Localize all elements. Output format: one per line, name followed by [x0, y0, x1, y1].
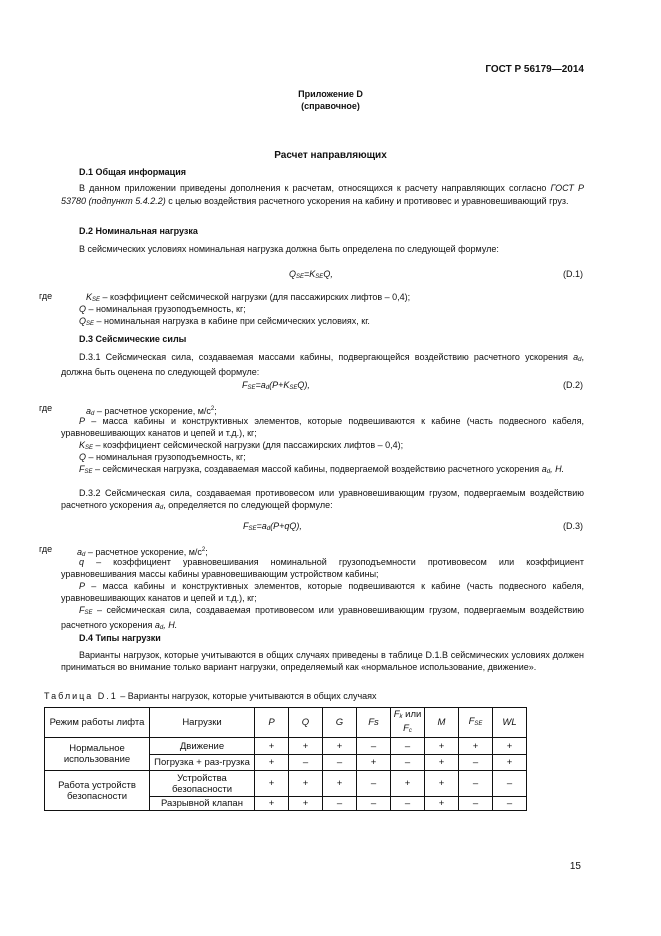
header-fk-fc: $F_k$ или $F_c$	[391, 708, 425, 738]
cell-value: –	[493, 771, 527, 797]
section-title: Расчет направляющих	[274, 150, 387, 161]
cell-load: Устройства безопасности	[150, 771, 255, 797]
where-item-kse-2: $K_{SE}$ – коэффициент сейсмической нагрузки (для пассажирских лифтов – 0,4);	[79, 440, 404, 451]
table-row	[45, 771, 527, 797]
where-item-p-2: P – масса кабины и конструктивных элементов, которые подвешиваются к кабине (часть подвесного кабеля, уравновешивающих канатов и цепей и т.д.), кг;	[61, 581, 584, 604]
where-item-ad-2: $a_d$ – расчетное ускорение, $м/с^2$;	[77, 547, 208, 558]
formula-d1: $Q_{SE}=K_{SE}Q$,	[289, 269, 333, 280]
cell-value: –	[459, 797, 493, 811]
header-fse: $F_{SE}$	[459, 708, 493, 738]
where-item-q-2: Q – номинальная грузоподъемность, кг;	[79, 452, 246, 462]
cell-mode-normal: Нормальное использование	[45, 738, 150, 771]
cell-load: Погрузка + раз-грузка	[150, 755, 255, 771]
heading-d3: D.3 Сейсмические силы	[79, 334, 187, 344]
cell-value: –	[323, 797, 357, 811]
paragraph-d1: В данном приложении приведены дополнения к расчетам, относящихся к расчету направляющих согласно ГОСТ Р 53780 (подпункт 5.4.2.2) с целью воздействия расчетного ускорения на кабину и противовес и уравновешивающий груз.	[61, 183, 584, 207]
cell-value: +	[255, 755, 289, 771]
cell-value: +	[425, 797, 459, 811]
cell-value: +	[255, 797, 289, 811]
cell-value: –	[493, 797, 527, 811]
cell-value: –	[391, 797, 425, 811]
cell-value: +	[425, 771, 459, 797]
document-code: ГОСТ Р 56179—2014	[485, 64, 584, 75]
heading-d2: D.2 Номинальная нагрузка	[79, 226, 198, 236]
header-m: M	[425, 708, 459, 738]
where-item-q: Q – номинальная грузоподъемность, кг;	[79, 304, 246, 314]
paragraph-d31: D.3.1 Сейсмическая сила, создаваемая массами кабины, подвергающейся воздействию расчетного ускорения $a_d$, должна быть оценена по следующей формуле:	[61, 352, 584, 378]
load-variants-table	[44, 707, 527, 811]
cell-value: +	[323, 771, 357, 797]
where-item-fse: $F_{SE}$ – сейсмическая нагрузка, создаваемая массой кабины, подвергаемой воздействию расчетного ускорения $a_d$, H.	[79, 464, 565, 475]
header-mode: Режим работы лифта	[45, 708, 150, 738]
header-load: Нагрузки	[150, 708, 255, 738]
annex-title: Приложение D	[298, 89, 363, 99]
cell-value: +	[459, 738, 493, 755]
table-caption: Таблица D.1 – Варианты нагрузок, которые учитываются в общих случаях	[44, 691, 377, 701]
where-item-q-coef: q – коэффициент уравновешивания номинальной грузоподъемности противовесом или коэффициент уравновешивания массы кабины уравновешивающим устройством кабины;	[61, 557, 584, 580]
cell-mode-safety: Работа устройств безопасности	[45, 771, 150, 811]
formula-number-d2: (D.2)	[563, 380, 583, 390]
where-item-p: P – масса кабины и конструктивных элементов, которые подвешиваются к кабине (часть подвесного кабеля, уравновешивающих канатов и цепей и т.д.), кг;	[61, 416, 584, 439]
heading-d1: D.1 Общая информация	[79, 167, 186, 177]
cell-value: –	[459, 755, 493, 771]
cell-value: –	[323, 755, 357, 771]
cell-value: –	[357, 797, 391, 811]
formula-d3: $F_{SE}=a_d(P+qQ)$,	[243, 521, 302, 532]
cell-value: –	[391, 755, 425, 771]
where-item-fse-2: $F_{SE}$ – сейсмическая сила, создаваемая противовесом или уравновешивающим грузом, подвергаемым воздействию расчетного ускорения $a_d$, H.	[61, 605, 584, 632]
paragraph-d32: D.3.2 Сейсмическая сила, создаваемая противовесом или уравновешивающим грузом, подвергаемым воздействию расчетного ускорения $a_d$, определяется по следующей формуле:	[61, 488, 584, 512]
formula-number-d3: (D.3)	[563, 521, 583, 531]
cell-value: +	[255, 738, 289, 755]
cell-value: –	[459, 771, 493, 797]
formula-d2: $F_{SE}=a_d(P+K_{SE}Q)$,	[242, 380, 310, 391]
page-number: 15	[569, 861, 581, 872]
where-label-d3: где	[39, 403, 53, 413]
annex-subtitle: (справочное)	[301, 101, 360, 111]
cell-value: +	[323, 738, 357, 755]
header-p: P	[255, 708, 289, 738]
cell-value: –	[391, 738, 425, 755]
where-item-kse: $K_{SE}$ – коэффициент сейсмической нагрузки (для пассажирских лифтов – 0,4);	[86, 292, 411, 303]
cell-value: +	[289, 738, 323, 755]
cell-value: –	[289, 755, 323, 771]
cell-value: +	[425, 738, 459, 755]
cell-value: +	[357, 755, 391, 771]
where-label-d3b: где	[39, 544, 53, 554]
cell-value: +	[289, 797, 323, 811]
cell-value: –	[357, 738, 391, 755]
formula-number-d1: (D.1)	[563, 269, 583, 279]
header-wl: WL	[493, 708, 527, 738]
table-header-row	[45, 708, 527, 738]
cell-value: +	[391, 771, 425, 797]
cell-load: Движение	[150, 738, 255, 755]
paragraph-d4: Варианты нагрузок, которые учитываются в общих случаях приведены в таблице D.1.В сейсмических условиях должен приниматься во внимание только вариант нагрузки, определяемый как «нормальное использование, движение».	[61, 650, 584, 673]
cell-value: +	[425, 755, 459, 771]
heading-d4: D.4 Типы нагрузки	[79, 633, 161, 643]
where-label-d2: где	[39, 291, 53, 301]
cell-value: +	[289, 771, 323, 797]
cell-value: +	[493, 738, 527, 755]
table-row	[45, 738, 527, 755]
where-item-qse: $Q_{SE}$ – номинальная нагрузка в кабине при сейсмических условиях, кг.	[79, 316, 370, 327]
cell-value: +	[255, 771, 289, 797]
header-g: G	[323, 708, 357, 738]
paragraph-d2: В сейсмических условиях номинальная нагрузка должна быть определена по следующей формуле:	[79, 244, 499, 254]
header-fs: Fs	[357, 708, 391, 738]
cell-load: Разрывной клапан	[150, 797, 255, 811]
cell-value: +	[493, 755, 527, 771]
header-q: Q	[289, 708, 323, 738]
cell-value: –	[357, 771, 391, 797]
where-item-ad: $a_d$ – расчетное ускорение, $м/с^2$;	[86, 406, 217, 417]
